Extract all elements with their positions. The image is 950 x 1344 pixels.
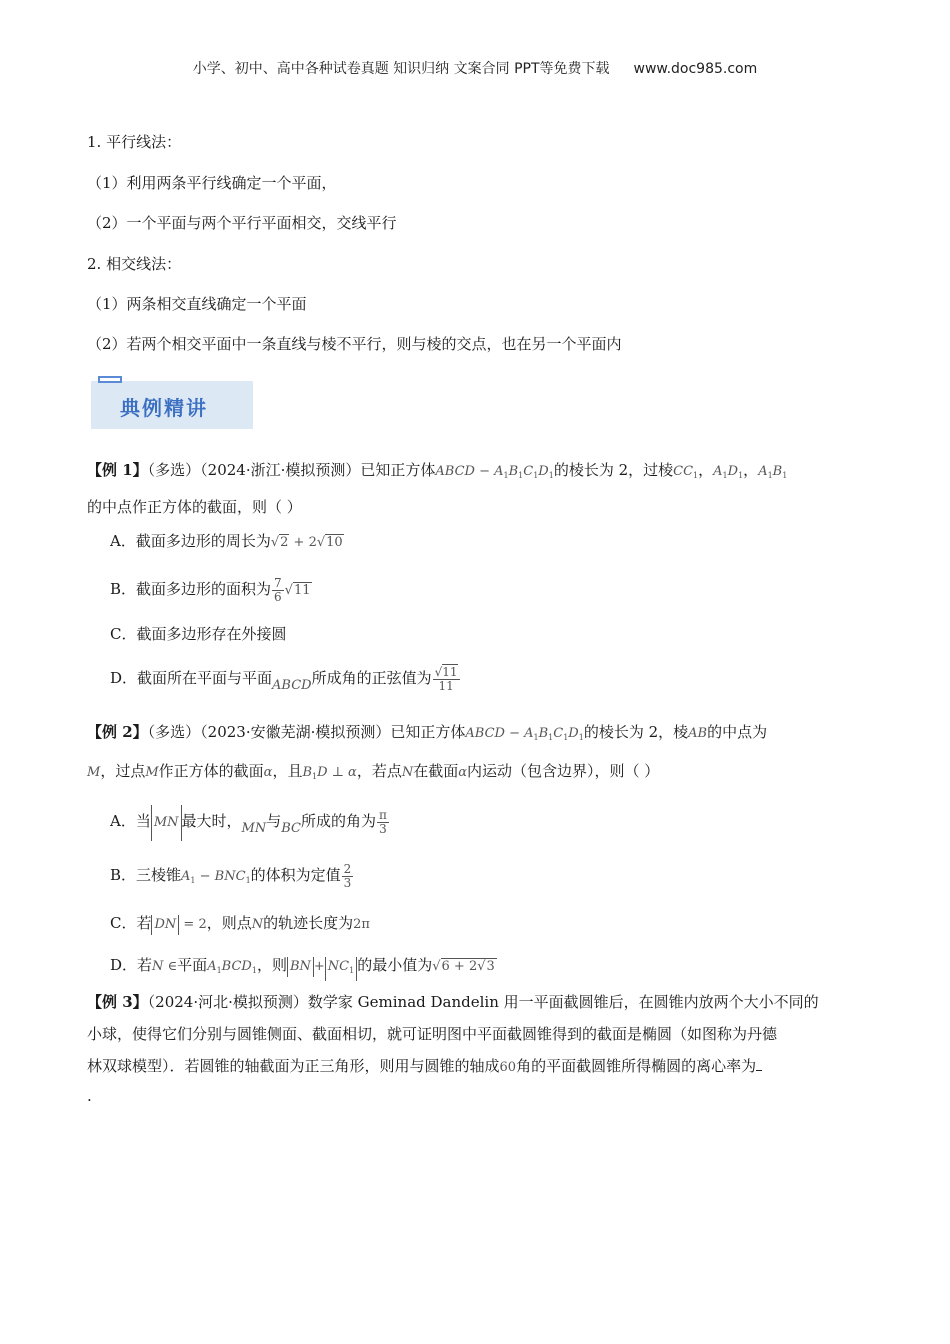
- math-ab: AB: [688, 726, 708, 741]
- math-n-in: N ∈: [152, 959, 178, 974]
- header-url[interactable]: www.doc985.com: [633, 61, 758, 77]
- ex3-tag: 【例 3】: [87, 993, 148, 1011]
- math-cube-abcd: ABCD − $A_1B_1C_1D_1$: [435, 464, 554, 480]
- math-cc1: $CC_1$: [673, 464, 699, 480]
- ex1-option-c[interactable]: C．截面多边形存在外接圆: [110, 625, 287, 643]
- ex3-line4: .: [87, 1087, 92, 1105]
- answer-blank[interactable]: [756, 1070, 762, 1071]
- ex3-line2: 小球，使得它们分别与圆锥侧面、截面相切，就可证明图中平面截圆锥得到的截面是椭圆（如图称为丹德: [87, 1025, 778, 1043]
- math-sqrt11: √11: [284, 583, 311, 598]
- ex2-option-a[interactable]: A．当 MN 最大时，MN与BC所成的角为 $\frac{\pi}{3}$: [110, 803, 390, 847]
- ex2-option-d[interactable]: D．若N ∈平面$A_1BCD_1$，则 BN + $NC_1$ 的最小值为√6 + 2√3: [110, 955, 497, 981]
- header-text: 小学、初中、高中各种试卷真题 知识归纳 文案合同 PPT等免费下载: [192, 61, 610, 77]
- method1-item2: （2）一个平面与两个平行平面相交，交线平行: [87, 214, 397, 232]
- ex1-option-b[interactable]: B．截面多边形的面积为 $\frac{7}{6}$ √11: [110, 575, 311, 604]
- math-alpha: α: [263, 765, 273, 780]
- ex3-line1: 【例 3】（2024·河北·模拟预测）数学家 Geminad Dandelin 用一平面截圆锥后，在圆锥内放两个大小不同的: [87, 993, 819, 1011]
- math-a1b1: $A_1B_1$: [758, 464, 788, 480]
- math-abs-nc1: $NC_1$: [325, 957, 357, 981]
- math-sqrt2-2sqrt10: √2 + 2√10: [270, 535, 343, 550]
- ex2-option-b[interactable]: B．三棱锥$A_1 - BNC_1$的体积为定值 $\frac{2}{3}$: [110, 861, 352, 890]
- banner-tab-icon: [98, 376, 122, 383]
- math-frac-pi-3: $\frac{\pi}{3}$: [379, 807, 387, 836]
- banner-label: 典例精讲: [120, 396, 208, 420]
- ex2-tag: 【例 2】: [87, 723, 148, 741]
- math-a1d1: $A_1D_1$: [713, 464, 744, 480]
- math-abs-dn: DN: [151, 915, 179, 935]
- math-n: N: [401, 765, 414, 780]
- ex3-line3: 林双球模型）．若圆锥的轴截面为正三角形，则用与圆锥的轴成60角的平面截圆锥所得椭圆的离心率为: [87, 1056, 762, 1078]
- ex2-question-line1: 【例 2】（多选）（2023·安徽芜湖·模拟预测）已知正方体ABCD − $A_1B_1C_1D_1$的棱长为 2，棱AB的中点为: [87, 723, 768, 742]
- math-bc: BC: [281, 821, 301, 836]
- ex1-question-line2: 的中点作正方体的截面，则（ ）: [87, 498, 302, 516]
- math-abs-bn: BN: [287, 957, 314, 977]
- math-b1d-perp-alpha: $B_1D$ ⊥ α: [302, 765, 357, 781]
- math-sqrt-6-2sqrt3: √6 + 2√3: [432, 959, 495, 974]
- math-frac-2-3: $\frac{2}{3}$: [343, 861, 352, 890]
- page-header: [0, 58, 950, 78]
- math-60-degree: 60: [499, 1060, 517, 1075]
- ex1-option-a[interactable]: A．截面多边形的周长为√2 + 2√10: [110, 532, 343, 550]
- math-abcd: ABCD: [272, 678, 312, 693]
- math-a1-bnc1: $A_1 - BNC_1$: [181, 869, 251, 885]
- ex1-option-d[interactable]: D．截面所在平面与平面ABCD所成角的正弦值为 $\frac{√11}{11}$: [110, 664, 458, 693]
- math-cube-abcd-2: ABCD − $A_1B_1C_1D_1$: [465, 726, 584, 742]
- ex2-option-c[interactable]: C．若 DN = 2，则点N的轨迹长度为2π: [110, 913, 370, 935]
- math-frac-7-6: $\frac{7}{6}$: [274, 575, 282, 604]
- method2-item1: （1）两条相交直线确定一个平面: [87, 295, 307, 313]
- ex1-question-line1: 【例 1】（多选）（2024·浙江·模拟预测）已知正方体ABCD − $A_1B_1C_1D_1$的棱长为 2，过棱$CC_1$，$A_1D_1$，$A_1B_1$: [87, 461, 788, 480]
- ex1-tag: 【例 1】: [87, 461, 148, 479]
- math-2pi: 2π: [353, 917, 370, 932]
- math-frac-sqrt11-11: $\frac{√11}{11}$: [434, 664, 458, 693]
- method2-title: 2. 相交线法：: [87, 255, 182, 273]
- method2-item2: （2）若两个相交平面中一条直线与棱不平行，则与棱的交点，也在另一个平面内: [87, 335, 622, 353]
- method1-item1: （1）利用两条平行线确定一个平面，: [87, 174, 337, 192]
- method1-title: 1. 平行线法：: [87, 133, 182, 151]
- math-m: M: [87, 765, 101, 780]
- math-a1bcd1: $A_1BCD_1$: [207, 959, 257, 975]
- math-abs-mn: MN: [151, 805, 182, 841]
- math-mn: MN: [241, 821, 267, 836]
- ex2-question-line2: M，过点M作正方体的截面α，且$B_1D$ ⊥ α，若点N在截面α内运动（包含边界），则（ ）: [87, 762, 660, 781]
